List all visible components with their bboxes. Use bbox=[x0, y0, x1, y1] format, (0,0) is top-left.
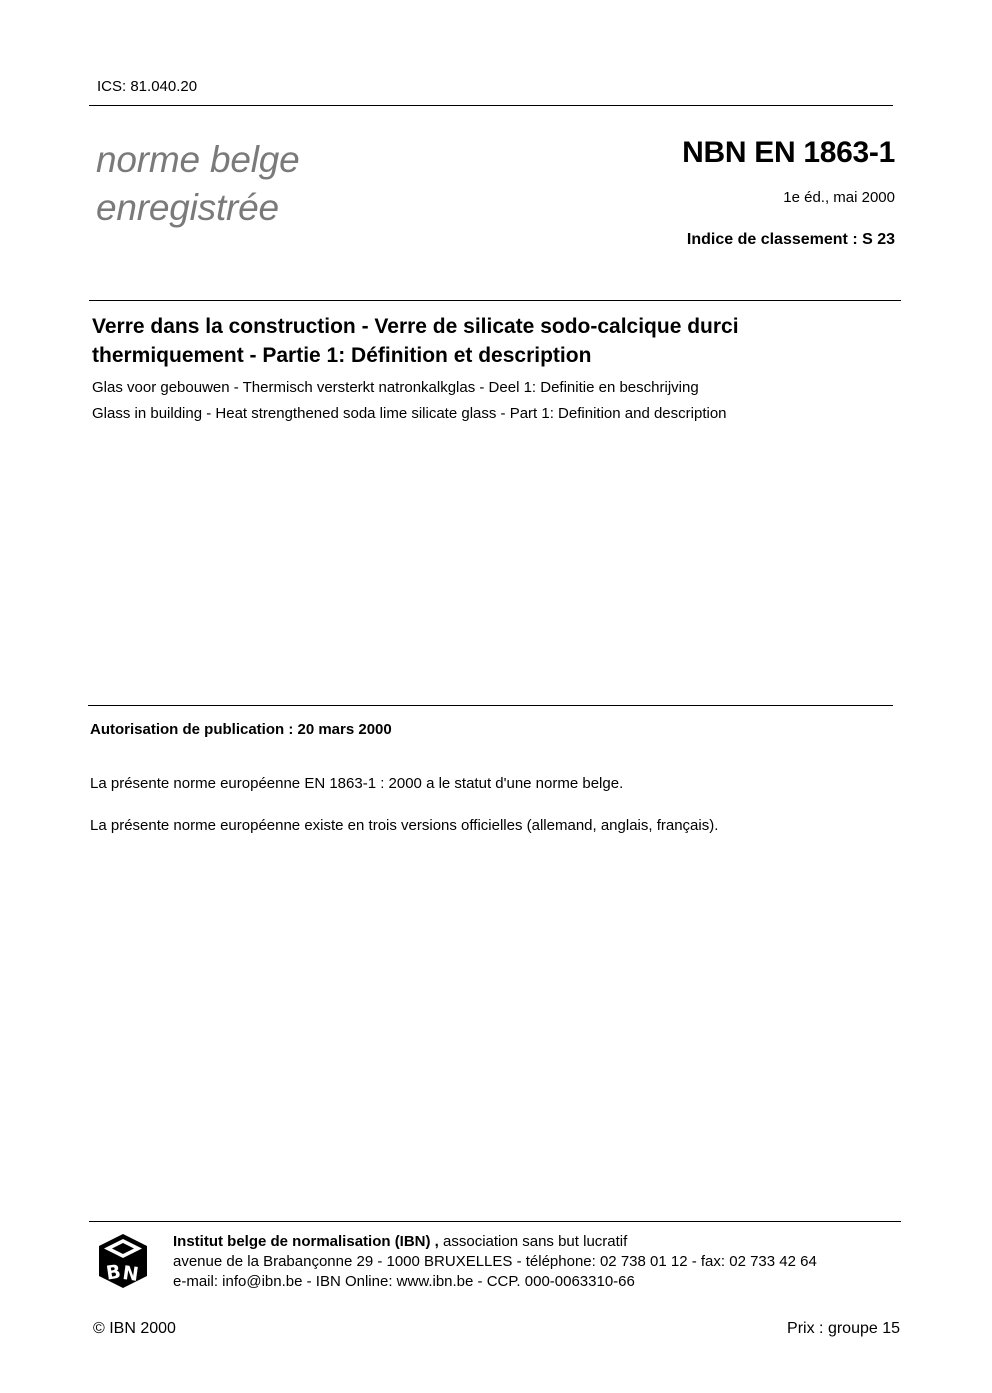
edition-date: 1e éd., mai 2000 bbox=[783, 189, 895, 206]
title-dutch: Glas voor gebouwen - Thermisch versterkt natronkalkglas - Deel 1: Definitie en beschrijving bbox=[92, 379, 699, 396]
title-french: Verre dans la construction - Verre de silicate sodo-calcique durci thermiquement - Partie 1: Définition et description bbox=[92, 315, 739, 367]
organisation-type: association sans but lucratif bbox=[443, 1233, 628, 1250]
ics-code: ICS: 81.040.20 bbox=[97, 78, 198, 95]
organisation-name: Institut belge de normalisation (IBN) , bbox=[173, 1233, 439, 1250]
ibn-logo-icon bbox=[97, 1233, 149, 1289]
title-divider bbox=[89, 300, 901, 301]
organisation-address: avenue de la Brabançonne 29 - 1000 BRUXELLES - téléphone: 02 738 01 12 - fax: 02 733 42 64 bbox=[173, 1253, 817, 1270]
status-paragraph: La présente norme européenne EN 1863-1 : 2000 a le statut d'une norme belge. bbox=[90, 775, 624, 792]
standard-number: NBN EN 1863-1 bbox=[682, 136, 895, 169]
footer-divider bbox=[89, 1221, 901, 1222]
body-divider bbox=[88, 705, 893, 706]
organisation-info bbox=[173, 1232, 817, 1292]
classification-index: Indice de classement : S 23 bbox=[686, 231, 895, 248]
price-group: Prix : groupe 15 bbox=[787, 1320, 900, 1337]
brand-title bbox=[96, 136, 300, 232]
top-divider bbox=[89, 105, 893, 106]
title-english: Glass in building - Heat strengthened soda lime silicate glass - Part 1: Definition and description bbox=[92, 405, 727, 422]
brand-line-1: norme belge bbox=[96, 139, 300, 180]
publication-authorisation: Autorisation de publication : 20 mars 2000 bbox=[90, 721, 392, 738]
svg-text:N: N bbox=[121, 1261, 140, 1286]
svg-text:B: B bbox=[104, 1260, 123, 1285]
versions-paragraph: La présente norme européenne existe en trois versions officielles (allemand, anglais, français). bbox=[90, 817, 719, 834]
brand-line-2: enregistrée bbox=[96, 187, 279, 228]
copyright-notice: © IBN 2000 bbox=[93, 1320, 176, 1337]
organisation-contact: e-mail: info@ibn.be - IBN Online: www.ibn.be - CCP. 000-0063310-66 bbox=[173, 1273, 635, 1290]
